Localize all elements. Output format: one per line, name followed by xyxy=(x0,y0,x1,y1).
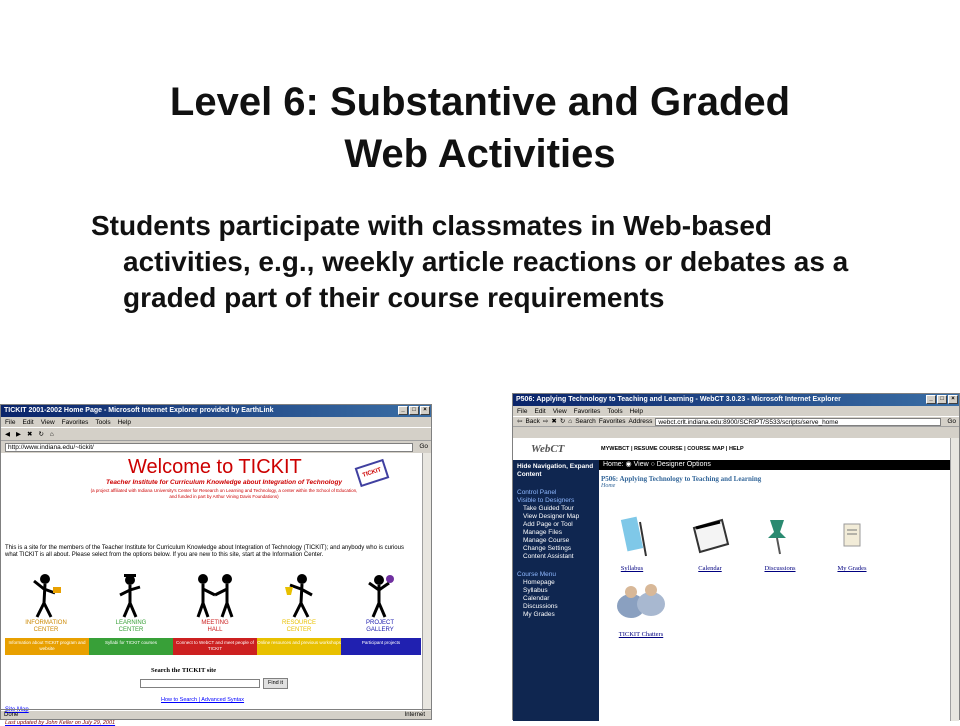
tickit-chatters-link[interactable]: TICKIT Chatters xyxy=(618,631,664,638)
favorites-button[interactable]: Favorites xyxy=(598,417,626,425)
webct-toolbar xyxy=(513,417,959,427)
tickit-stamp-logo: TICKIT xyxy=(355,459,390,487)
hide-navigation-link[interactable]: Hide Navigation, Expand Content xyxy=(517,463,594,478)
tickit-scrollbar[interactable] xyxy=(422,453,431,711)
minimize-button[interactable]: _ xyxy=(398,406,408,415)
search-button[interactable]: Search xyxy=(575,417,596,425)
webct-logo: WebCT xyxy=(513,438,599,460)
project-gallery-label[interactable]: PROJECT GALLERY xyxy=(365,620,394,633)
webct-course-title: P506: Applying Technology to Teaching and Learning xyxy=(601,475,762,483)
designer-item[interactable]: Manage Files xyxy=(523,529,563,536)
stop-icon[interactable]: ✖ xyxy=(551,417,557,425)
discussions-tool[interactable] xyxy=(755,514,805,572)
designer-item[interactable]: View Designer Map xyxy=(523,513,580,520)
tickit-address-bar xyxy=(1,441,431,453)
learning-center-band[interactable]: Syllabi for TICKIT courses xyxy=(89,638,173,655)
menu-view[interactable]: View xyxy=(552,408,567,415)
designer-item[interactable]: Take Guided Tour xyxy=(523,505,574,512)
webct-window-title: P506: Applying Technology to Teaching and Learning - WebCT 3.0.23 - Microsoft Internet Explorer xyxy=(516,396,841,403)
tickit-subtitle: Teacher Institute for Curriculum Knowledge about Integration of Technology xyxy=(105,479,343,486)
syllabus-tool[interactable] xyxy=(607,514,657,572)
home-icon[interactable]: ⌂ xyxy=(568,417,573,425)
webct-address-input[interactable]: webct.crlt.indiana.edu:8900/SCRIPT/S533/scripts/serve_home xyxy=(655,418,941,426)
tickit-chatters-tool[interactable] xyxy=(611,580,671,638)
course-menu-item[interactable]: Calendar xyxy=(523,595,550,602)
pushpin-icon[interactable] xyxy=(760,514,800,558)
tickit-go-button[interactable]: Go xyxy=(419,443,428,450)
menu-help[interactable]: Help xyxy=(629,408,643,415)
meeting-figures-icon[interactable] xyxy=(193,573,237,619)
maximize-button[interactable]: □ xyxy=(409,406,419,415)
menu-favorites[interactable]: Favorites xyxy=(61,419,89,426)
forward-icon[interactable]: ⇨ xyxy=(542,417,549,425)
back-icon[interactable]: ⇦ xyxy=(517,417,523,425)
calendar-tool[interactable] xyxy=(685,514,735,572)
calendar-icon[interactable] xyxy=(690,514,730,558)
tickit-search-label: Search the TICKIT site xyxy=(151,667,217,674)
tickit-search-input[interactable] xyxy=(140,679,260,688)
address-label: Address xyxy=(628,417,653,425)
slide-bullet: Students participate with classmates in Web-based activities, e.g., weekly article reactions or debates as a graded part of their course requirements xyxy=(91,210,849,313)
site-map-label[interactable]: Site Map xyxy=(5,707,29,713)
designer-item[interactable]: Content Assistant xyxy=(523,553,574,560)
resource-center-band[interactable]: Online resources and previous workshops xyxy=(257,638,341,655)
designer-item[interactable]: Add Page or Tool xyxy=(523,521,573,528)
course-menu-item[interactable]: Discussions xyxy=(523,603,558,610)
grades-card-icon[interactable] xyxy=(832,514,872,558)
menu-favorites[interactable]: Favorites xyxy=(573,408,601,415)
learning-figure-icon[interactable] xyxy=(114,573,148,619)
refresh-icon[interactable]: ↻ xyxy=(38,431,44,438)
webct-top-nav[interactable]: MYWEBCT | RESUME COURSE | COURSE MAP | HELP xyxy=(599,438,952,460)
last-updated-text: Last updated by John Keller on July 29, 2001 xyxy=(5,720,116,726)
close-button[interactable]: × xyxy=(420,406,430,415)
forward-icon[interactable]: ▶ xyxy=(16,431,21,438)
course-menu-item[interactable]: Homepage xyxy=(523,579,555,586)
designer-item[interactable]: Change Settings xyxy=(523,545,572,552)
slide-title-line-1: Level 6: Substantive and Graded xyxy=(169,80,791,124)
webct-mode-bar[interactable]: Home: ◉ View ○ Designer Options xyxy=(599,460,952,470)
tickit-toolbar xyxy=(1,428,431,441)
webct-go-button[interactable]: Go xyxy=(947,417,956,425)
visible-to-designers-heading: Visible to Designers xyxy=(517,497,575,504)
menu-file[interactable]: File xyxy=(517,408,528,415)
menu-edit[interactable]: Edit xyxy=(534,408,546,415)
tickit-fine-print: (a project affiliated with Indiana University's Center for Research on Learning and Technology, a center within the School of Education, and funded in part by Arthur Vining Davis Foundations) xyxy=(90,488,358,499)
project-figure-icon[interactable] xyxy=(361,573,395,619)
project-gallery-band[interactable]: Participant projects xyxy=(341,638,421,655)
menu-view[interactable]: View xyxy=(40,419,55,426)
webct-browser-window xyxy=(512,393,960,720)
webct-title-bar xyxy=(513,394,959,406)
syllabus-link[interactable]: Syllabus xyxy=(620,565,644,572)
meeting-hall-band[interactable]: Connect to WebCT and meet people of TICKIT xyxy=(173,638,257,655)
tickit-menu-bar xyxy=(1,417,431,428)
learning-center-label[interactable]: LEARNING CENTER xyxy=(115,620,147,633)
home-icon[interactable]: ⌂ xyxy=(49,431,54,438)
meeting-hall-label[interactable]: MEETING HALL xyxy=(201,620,229,633)
tickit-status-left: Done xyxy=(4,712,19,718)
my-grades-link[interactable]: My Grades xyxy=(837,565,867,572)
refresh-icon[interactable]: ↻ xyxy=(559,417,566,425)
webct-home-label: Home xyxy=(601,483,616,489)
slide-title-line-2: Web Activities xyxy=(344,132,616,176)
close-button[interactable]: × xyxy=(948,395,958,404)
stop-icon[interactable]: ✖ xyxy=(27,431,33,438)
resource-figure-icon[interactable] xyxy=(284,573,318,619)
slide-title xyxy=(60,76,900,180)
menu-file[interactable]: File xyxy=(5,419,16,426)
course-menu-item[interactable]: My Grades xyxy=(523,611,555,618)
control-panel-heading[interactable]: Control Panel xyxy=(517,489,557,496)
discussions-link[interactable]: Discussions xyxy=(764,565,796,572)
search-help-links[interactable]: How to Search | Advanced Syntax xyxy=(161,697,245,703)
back-icon[interactable]: ◀ xyxy=(5,431,10,438)
syllabus-icon[interactable] xyxy=(612,514,652,558)
course-menu-heading: Course Menu xyxy=(517,571,557,578)
menu-edit[interactable]: Edit xyxy=(22,419,34,426)
course-menu-item[interactable]: Syllabus xyxy=(523,587,548,594)
tickit-window-title: TICKIT 2001-2002 Home Page - Microsoft Internet Explorer provided by EarthLink xyxy=(4,407,274,414)
tickit-status-bar xyxy=(1,709,431,719)
back-button[interactable]: Back xyxy=(525,417,540,425)
tickit-browser-window xyxy=(0,404,432,726)
calendar-link[interactable]: Calendar xyxy=(698,565,722,572)
tickit-title-bar xyxy=(1,405,431,417)
information-center-band[interactable]: Information about TICKIT program and website xyxy=(5,638,89,655)
minimize-button[interactable]: _ xyxy=(926,395,936,404)
chatters-photo-icon[interactable] xyxy=(613,580,669,624)
information-figure-icon[interactable] xyxy=(29,573,63,619)
resource-center-label[interactable]: RESOURCE CENTER xyxy=(281,620,316,633)
menu-help[interactable]: Help xyxy=(117,419,131,426)
find-it-button[interactable]: Find it xyxy=(263,678,288,689)
maximize-button[interactable]: □ xyxy=(937,395,947,404)
webct-page-content xyxy=(513,438,952,721)
my-grades-tool[interactable] xyxy=(827,514,877,572)
designer-item[interactable]: Manage Course xyxy=(523,537,570,544)
tickit-welcome-heading: Welcome to TICKIT xyxy=(128,456,302,478)
menu-tools[interactable]: Tools xyxy=(95,419,111,426)
tickit-intro-text: This is a site for the members of the Teacher Institute for Curriculum Knowledge about Integration of Technology (TICKIT); and anybody who is curious what TICKIT is all about. Please select from the options below. If you are new to this site, start at the Information Center. xyxy=(5,545,404,558)
webct-left-nav xyxy=(513,460,599,721)
tickit-status-right: Internet xyxy=(404,712,425,718)
menu-tools[interactable]: Tools xyxy=(607,408,623,415)
tickit-address-input[interactable]: http://www.indiana.edu/~tickit/ xyxy=(5,443,413,452)
webct-scrollbar[interactable] xyxy=(950,438,959,721)
information-center-label[interactable]: INFORMATION CENTER xyxy=(25,620,67,633)
